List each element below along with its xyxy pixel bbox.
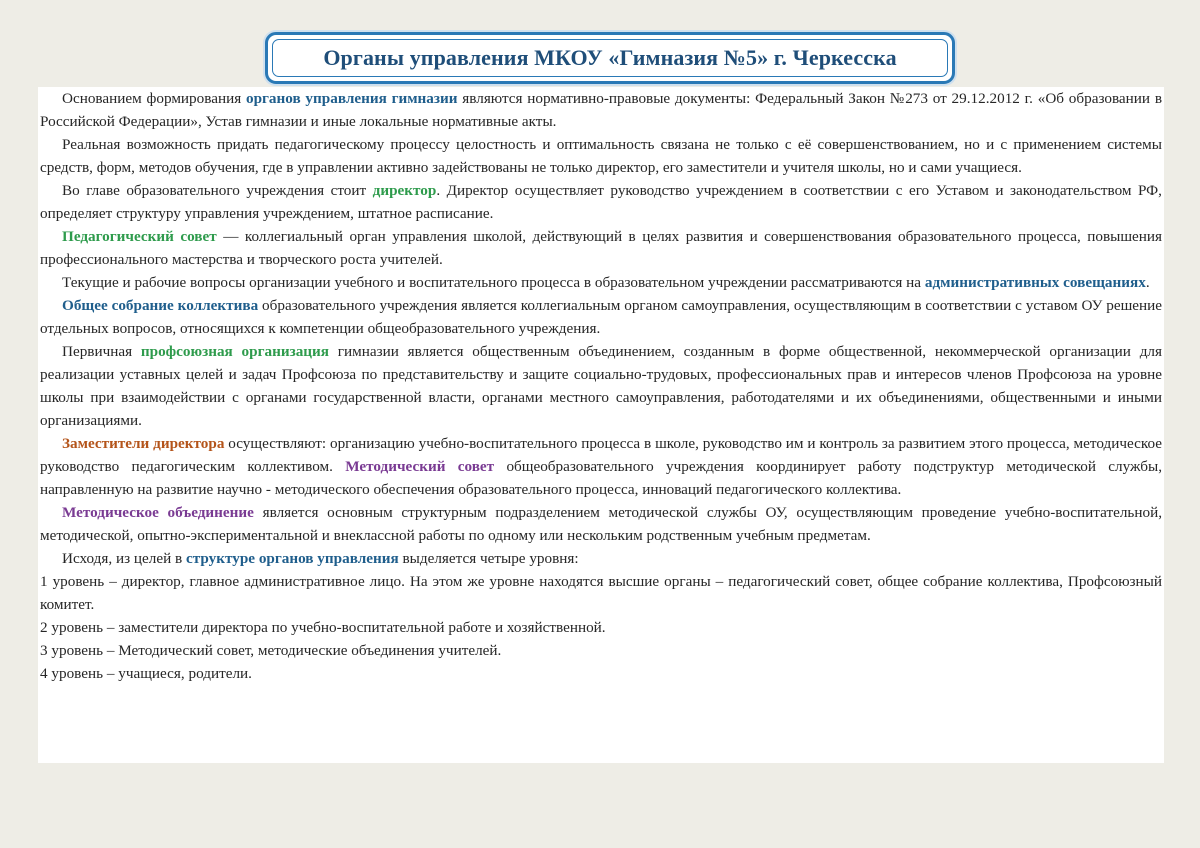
- paragraph-trade-union: [40, 340, 1162, 432]
- level-item: 4 уровень – учащиеся, родители.: [40, 665, 252, 682]
- paragraph-integrity: [40, 133, 1162, 179]
- paragraph-deputies: [40, 432, 1162, 501]
- title-banner: [265, 32, 955, 84]
- term-director: директор: [372, 182, 437, 199]
- text-run: — коллегиальный орган управления школой, действующий в целях развития и совершенствования образовательного процесса, повышения профессионального мастерства и творческого роста учителей.: [40, 228, 1163, 268]
- paragraph-legal-basis: [40, 87, 1162, 133]
- document-body: [38, 87, 1164, 763]
- text-run: выделяется четыре уровня:: [398, 550, 579, 567]
- term-methodical-association: Методическое объединение: [62, 504, 254, 521]
- term-deputy-directors: Заместители директора: [62, 435, 225, 452]
- page-title: Органы управления МКОУ «Гимназия №5» г. Черкесска: [323, 45, 897, 70]
- text-run: . Директор осуществляет руководство учреждением в соответствии с его Уставом и законодательством РФ, определяет структуру управления учреждением, штатное расписание.: [40, 182, 1162, 222]
- text-run: является основным структурным подразделением методической службы ОУ, осуществляющим проведение учебно-воспитательной, методической, опытно-экспериментальной и внеклассной работы по одному или нескольким родственным учебным предметам.: [40, 504, 1162, 544]
- term-methodical-council: Методический совет: [345, 458, 495, 475]
- text-run: Во главе образовательного учреждения стоит: [62, 182, 373, 199]
- term-admin-meetings: административных совещаниях: [924, 274, 1146, 291]
- paragraph-admin-meetings: [40, 271, 1162, 294]
- paragraph-director: [40, 179, 1162, 225]
- term-governing-bodies: органов управления гимназии: [245, 90, 458, 107]
- paragraph-methodical-association: [40, 501, 1162, 547]
- paragraph-structure-levels: [40, 547, 1162, 570]
- text-run: общеобразовательного учреждения координирует работу подструктур методической службы, направленную на развитие научно - методического обеспечения образовательного процесса, инноваций педагогического коллектива.: [40, 458, 1162, 498]
- level-item: 3 уровень – Методический совет, методические объединения учителей.: [40, 642, 502, 659]
- level-item: 1 уровень – директор, главное административное лицо. На этом же уровне находятся высшие органы – педагогический совет, общее собрание коллектива, Профсоюзный комитет.: [40, 573, 1162, 613]
- text-run: образовательного учреждения является коллегиальным органом самоуправления, осуществляющим в соответствии с уставом ОУ решение отдельных вопросов, относящихся к компетенции общеобразовательного учреждения.: [40, 297, 1163, 337]
- text-run: осуществляют: организацию учебно-воспитательного процесса в школе, руководство им и контроль за развитием этого процесса, методическое руководство педагогическим коллективом.: [40, 435, 1162, 475]
- paragraph-general-meeting: [40, 294, 1162, 340]
- text-run: Текущие и рабочие вопросы организации учебного и воспитательного процесса в образовательном учреждении рассматриваются на: [62, 274, 925, 291]
- text-run: Основанием формирования: [62, 90, 246, 107]
- term-trade-union: профсоюзная организация: [140, 343, 330, 360]
- level-item: 2 уровень – заместители директора по учебно-воспитательной работе и хозяйственной.: [40, 619, 606, 636]
- text-run: Первичная: [62, 343, 141, 360]
- term-pedagogical-council: Педагогический совет: [62, 228, 217, 245]
- text-run: Исходя, из целей в: [62, 550, 186, 567]
- paragraph-pedagogical-council: [40, 225, 1162, 271]
- text-run: являются нормативно-правовые документы: Федеральный Закон №273 от 29.12.2012 г. «Об образовании в Российской Федерации», Устав гимназии и иные локальные нормативные акты.: [40, 90, 1162, 130]
- text-run: Реальная возможность придать педагогическому процессу целостность и оптимальность связана не только с её совершенствованием, но и с применением системы средств, форм, методов обучения, где в управлении активно задействованы не только директор, его заместители и учителя школы, но и сами учащиеся.: [40, 136, 1162, 176]
- text-run: .: [1145, 274, 1150, 291]
- title-inner-border: [272, 39, 948, 77]
- term-general-meeting: Общее собрание коллектива: [62, 297, 259, 314]
- text-run: гимназии является общественным объединением, созданным в форме общественной, некоммерческой организации для реализации уставных целей и задач Профсоюза по представительству и защите социально-трудовых, профессиональных прав и интересов членов Профсоюза на уровне школы при взаимодействии с органами государственной власти, органами местного самоуправления, работодателями и их объединениями, общественными и иными организациями.: [40, 343, 1162, 429]
- term-management-structure: структуре органов управления: [186, 550, 399, 567]
